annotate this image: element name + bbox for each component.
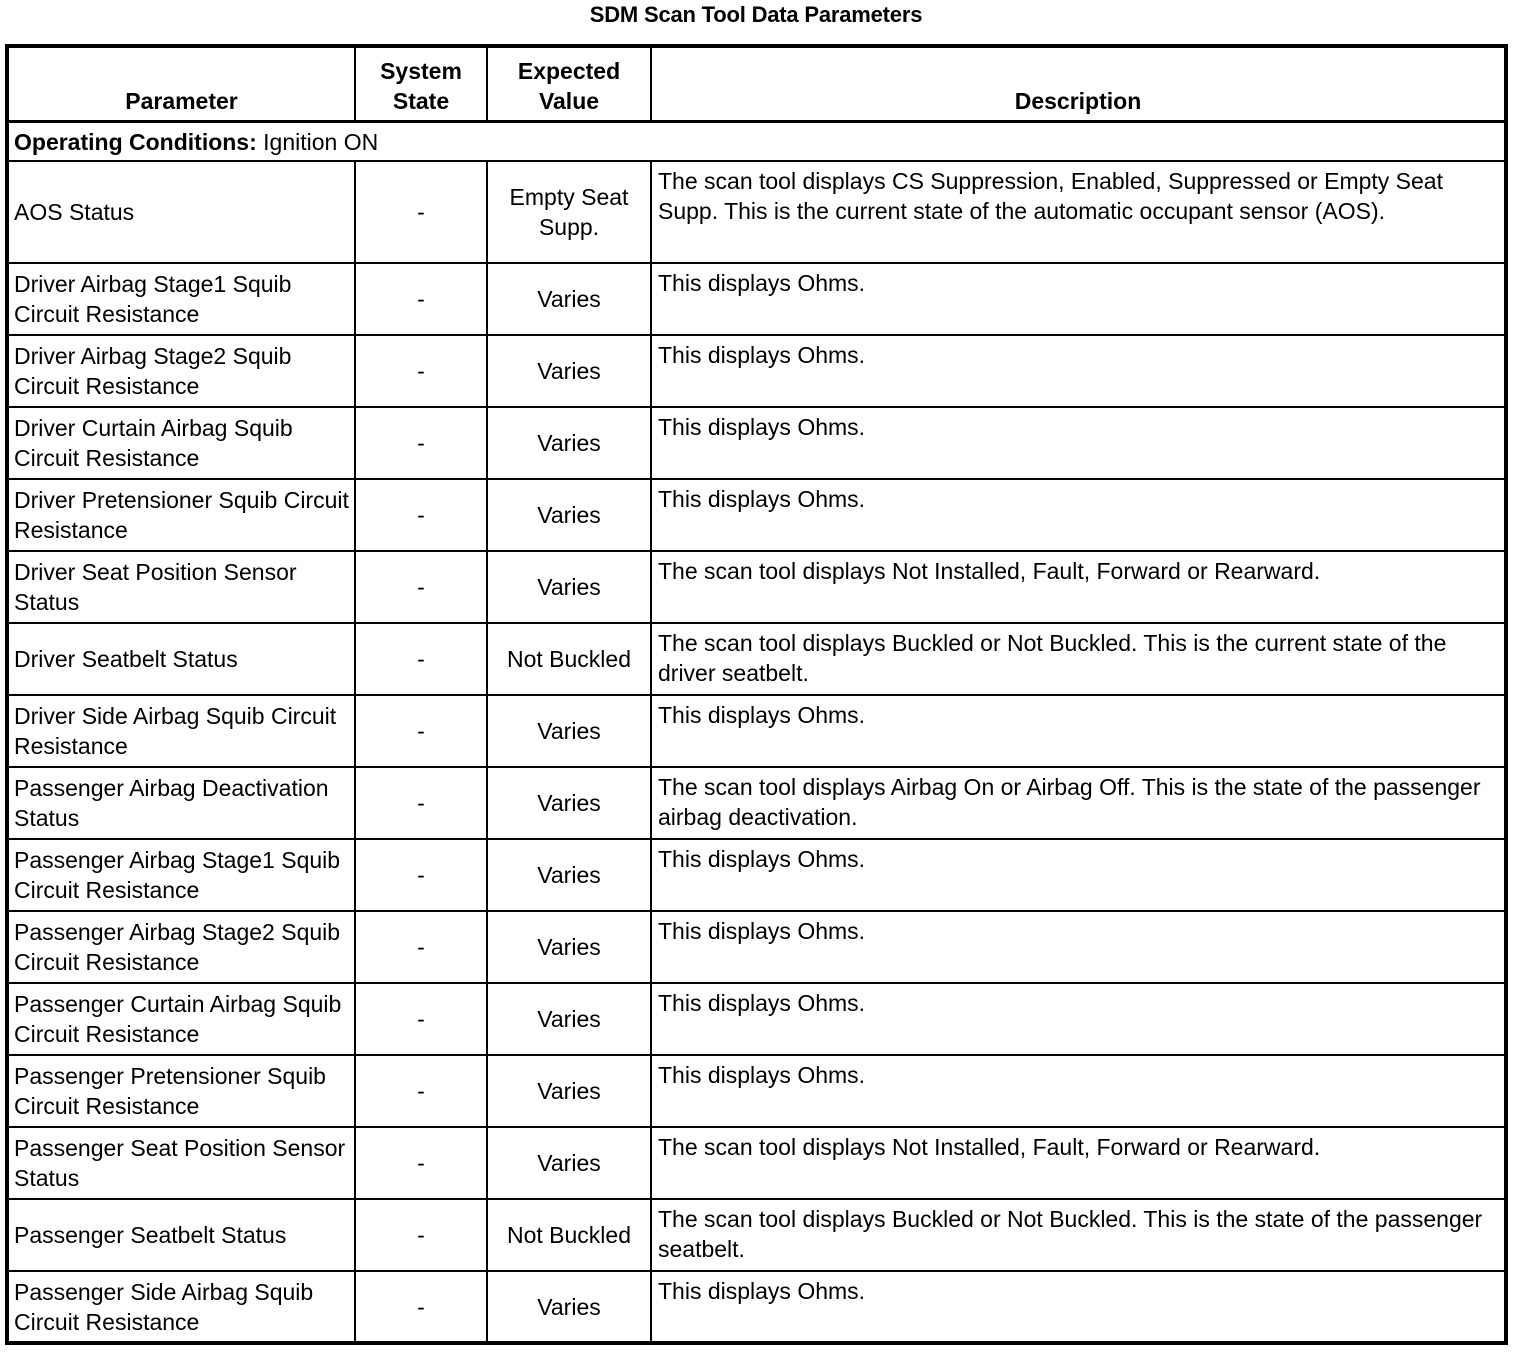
cell-description: This displays Ohms. (651, 263, 1506, 335)
cell-system-state: - (355, 839, 487, 911)
operating-conditions (7, 122, 1506, 162)
table-row (7, 1199, 1506, 1271)
cell-system-state: - (355, 263, 487, 335)
cell-description: This displays Ohms. (651, 911, 1506, 983)
cell-parameter: Passenger Seatbelt Status (7, 1199, 355, 1271)
cell-parameter: Driver Curtain Airbag Squib Circuit Resistance (7, 407, 355, 479)
cell-expected-value: Varies (487, 767, 651, 839)
cell-parameter: Passenger Pretensioner Squib Circuit Resistance (7, 1055, 355, 1127)
cell-parameter: Driver Airbag Stage2 Squib Circuit Resistance (7, 335, 355, 407)
cell-expected-value: Not Buckled (487, 1199, 651, 1271)
table-row (7, 623, 1506, 695)
table-header-row (7, 46, 1506, 122)
cell-system-state: - (355, 623, 487, 695)
cell-expected-value: Varies (487, 1055, 651, 1127)
cell-system-state: - (355, 551, 487, 623)
cell-parameter: Driver Side Airbag Squib Circuit Resistance (7, 695, 355, 767)
table-row (7, 911, 1506, 983)
cell-system-state: - (355, 695, 487, 767)
cell-parameter: AOS Status (7, 161, 355, 263)
cell-expected-value: Varies (487, 551, 651, 623)
cell-system-state: - (355, 407, 487, 479)
cell-expected-value: Varies (487, 1271, 651, 1343)
table-row (7, 839, 1506, 911)
cell-expected-value: Varies (487, 839, 651, 911)
cell-description: The scan tool displays CS Suppression, Enabled, Suppressed or Empty Seat Supp. This is the current state of the automatic occupant sensor (AOS). (651, 161, 1506, 263)
scan-tool-data-table (5, 44, 1508, 1345)
cell-expected-value: Varies (487, 1127, 651, 1199)
cell-parameter: Passenger Airbag Stage1 Squib Circuit Resistance (7, 839, 355, 911)
cell-description: The scan tool displays Buckled or Not Buckled. This is the current state of the driver seatbelt. (651, 623, 1506, 695)
table-row (7, 695, 1506, 767)
header-parameter: Parameter (7, 46, 355, 122)
cell-expected-value: Not Buckled (487, 623, 651, 695)
header-expected-value: Expected Value (487, 46, 651, 122)
header-system-state: System State (355, 46, 487, 122)
cell-description: The scan tool displays Buckled or Not Buckled. This is the state of the passenger seatbelt. (651, 1199, 1506, 1271)
cell-system-state: - (355, 161, 487, 263)
cell-expected-value: Varies (487, 335, 651, 407)
cell-description: This displays Ohms. (651, 407, 1506, 479)
cell-system-state: - (355, 1271, 487, 1343)
cell-system-state: - (355, 1199, 487, 1271)
page-title: SDM Scan Tool Data Parameters (589, 2, 923, 27)
table-row (7, 551, 1506, 623)
cell-system-state: - (355, 983, 487, 1055)
cell-parameter: Passenger Airbag Deactivation Status (7, 767, 355, 839)
table-row (7, 1127, 1506, 1199)
cell-description: This displays Ohms. (651, 1271, 1506, 1343)
cell-parameter: Driver Airbag Stage1 Squib Circuit Resistance (7, 263, 355, 335)
cell-parameter: Passenger Curtain Airbag Squib Circuit Resistance (7, 983, 355, 1055)
cell-system-state: - (355, 1127, 487, 1199)
cell-system-state: - (355, 767, 487, 839)
table-row (7, 767, 1506, 839)
cell-description: This displays Ohms. (651, 479, 1506, 551)
table-row (7, 335, 1506, 407)
cell-description: The scan tool displays Airbag On or Airbag Off. This is the state of the passenger airbag deactivation. (651, 767, 1506, 839)
cell-system-state: - (355, 335, 487, 407)
cell-description: This displays Ohms. (651, 983, 1506, 1055)
cell-system-state: - (355, 1055, 487, 1127)
cell-parameter: Passenger Seat Position Sensor Status (7, 1127, 355, 1199)
cell-expected-value: Varies (487, 911, 651, 983)
table-row (7, 479, 1506, 551)
cell-description: This displays Ohms. (651, 839, 1506, 911)
cell-expected-value: Varies (487, 695, 651, 767)
header-description: Description (651, 46, 1506, 122)
cell-expected-value: Varies (487, 407, 651, 479)
table-row (7, 161, 1506, 263)
operating-conditions-row (7, 122, 1506, 162)
cell-description: This displays Ohms. (651, 1055, 1506, 1127)
operating-conditions-value: Ignition ON (263, 128, 379, 155)
cell-parameter: Passenger Airbag Stage2 Squib Circuit Resistance (7, 911, 355, 983)
cell-expected-value: Varies (487, 479, 651, 551)
cell-description: The scan tool displays Not Installed, Fault, Forward or Rearward. (651, 1127, 1506, 1199)
table-row (7, 1271, 1506, 1343)
cell-expected-value: Varies (487, 263, 651, 335)
cell-expected-value: Varies (487, 983, 651, 1055)
table-row (7, 1055, 1506, 1127)
cell-description: This displays Ohms. (651, 695, 1506, 767)
cell-system-state: - (355, 911, 487, 983)
cell-parameter: Driver Seatbelt Status (7, 623, 355, 695)
cell-description: The scan tool displays Not Installed, Fault, Forward or Rearward. (651, 551, 1506, 623)
cell-parameter: Passenger Side Airbag Squib Circuit Resistance (7, 1271, 355, 1343)
table-row (7, 407, 1506, 479)
table-row (7, 263, 1506, 335)
operating-conditions-label: Operating Conditions: (14, 128, 257, 155)
table-row (7, 983, 1506, 1055)
cell-expected-value: Empty Seat Supp. (487, 161, 651, 263)
cell-parameter: Driver Pretensioner Squib Circuit Resistance (7, 479, 355, 551)
cell-parameter: Driver Seat Position Sensor Status (7, 551, 355, 623)
cell-description: This displays Ohms. (651, 335, 1506, 407)
cell-system-state: - (355, 479, 487, 551)
